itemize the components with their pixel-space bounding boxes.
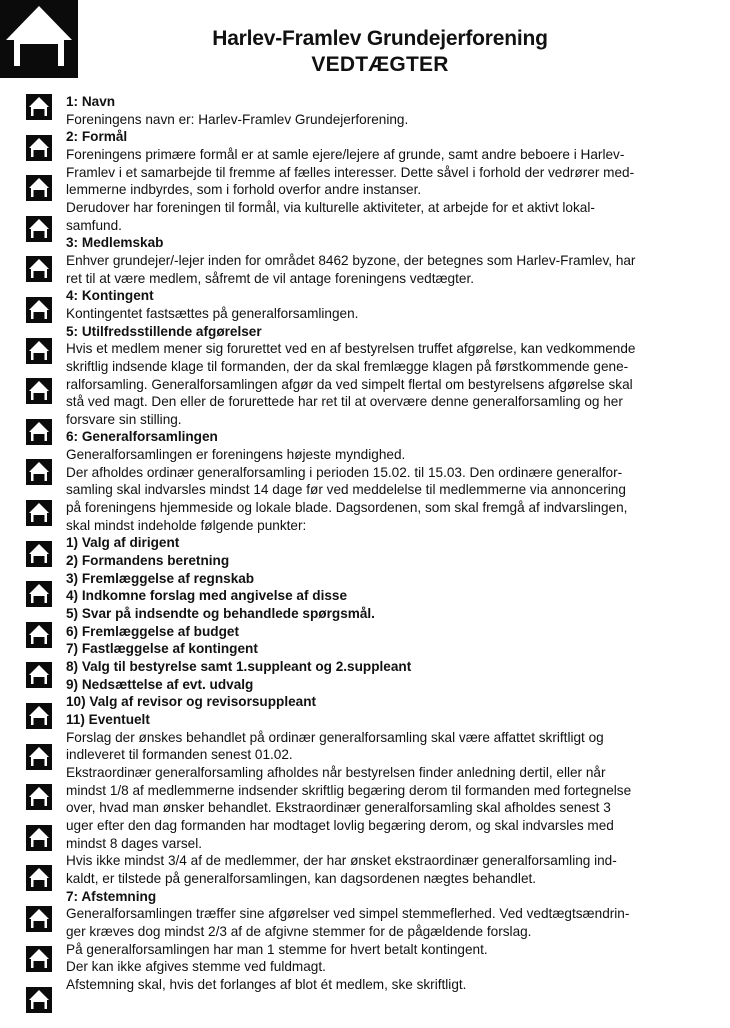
- document-header: [100, 26, 660, 78]
- house-icon: [26, 378, 52, 404]
- body-line: Ekstraordinær generalforsamling afholdes når bestyrelsen finder anledning dertil, eller når: [66, 764, 606, 780]
- body-line: Afstemning skal, hvis det forlanges af blot ét medlem, ske skriftligt.: [66, 976, 467, 992]
- body-line: over, hvad man ønsker behandlet. Ekstraordinær generalforsamling skal afholdes senest 3: [66, 800, 611, 816]
- section-heading: 4: Kontingent: [66, 288, 154, 304]
- body-line: Forslag der ønskes behandlet på ordinær generalforsamling skal være affattet skriftligt og: [66, 729, 604, 745]
- body-line: forsvare sin stilling.: [66, 411, 182, 427]
- house-icon: [26, 500, 52, 526]
- body-line: skriftlig indsende klage til formanden, der da skal fremlægge klagen på førstkommende gene-: [66, 358, 629, 374]
- house-icon: [26, 622, 52, 648]
- house-icon: [26, 744, 52, 770]
- body-line: Der afholdes ordinær generalforsamling i perioden 15.02. til 15.03. Den ordinære generalfor-: [66, 464, 623, 480]
- body-line: kaldt, er tilstede på generalforsamlingen, kan dagsordenen nægtes behandlet.: [66, 870, 537, 886]
- section-heading: 6) Fremlæggelse af budget: [66, 623, 239, 639]
- document-subtitle: VEDTÆGTER: [311, 53, 449, 76]
- section-heading: 7) Fastlæggelse af kontingent: [66, 641, 258, 657]
- body-line: mindst 1/8 af medlemmerne indsender skriftlig begæring derom til formanden med fortegnelse: [66, 782, 632, 798]
- body-line: mindst 8 dages varsel.: [66, 835, 203, 851]
- body-line: Hvis et medlem mener sig forurettet ved en af bestyrelsen truffet afgørelse, kan vedkommende: [66, 341, 636, 357]
- house-icon: [26, 419, 52, 445]
- house-icon: [26, 135, 52, 161]
- body-line: lemmerne indbyrdes, som i forhold overfor andre instanser.: [66, 182, 422, 198]
- section-heading: 7: Afstemning: [66, 888, 157, 904]
- house-icon: [26, 94, 52, 120]
- section-heading: 5: Utilfredsstillende afgørelser: [66, 323, 262, 339]
- document-title: Harlev-Framlev Grundejerforening: [212, 27, 548, 50]
- body-line: ret til at være medlem, såfremt de vil antage foreningens vedtægter.: [66, 270, 475, 286]
- body-line: skal mindst indeholde følgende punkter:: [66, 517, 307, 533]
- body-line: Foreningens primære formål er at samle ejere/lejere af grunde, samt andre beboere i Harlev-: [66, 146, 625, 162]
- body-line: Foreningens navn er: Harlev-Framlev Grundejerforening.: [66, 111, 409, 127]
- section-heading: 5) Svar på indsendte og behandlede spørgsmål.: [66, 606, 375, 622]
- body-line: Hvis ikke mindst 3/4 af de medlemmer, der har ønsket ekstraordinær generalforsamling ind-: [66, 853, 617, 869]
- body-line: samfund.: [66, 217, 122, 233]
- section-heading: 3: Medlemskab: [66, 235, 164, 251]
- house-icon: [26, 946, 52, 972]
- house-icon: [26, 703, 52, 729]
- section-heading: 10) Valg af revisor og revisorsuppleant: [66, 694, 317, 710]
- house-icon: [26, 906, 52, 932]
- body-line: Framlev i et samarbejde til fremme af fælles interesser. Dette såvel i forhold der vedrører med-: [66, 164, 635, 180]
- section-heading: 1) Valg af dirigent: [66, 535, 180, 551]
- house-icon: [26, 662, 52, 688]
- body-line: indleveret til formanden senest 01.02.: [66, 747, 293, 763]
- house-icon: [26, 541, 52, 567]
- section-heading: 3) Fremlæggelse af regnskab: [66, 570, 255, 586]
- body-line: Generalforsamlingen er foreningens højeste myndighed.: [66, 447, 406, 463]
- statutes-body: [66, 93, 698, 993]
- section-heading: 8) Valg til bestyrelse samt 1.suppleant og 2.suppleant: [66, 659, 412, 674]
- body-line: ger kræves dog mindst 2/3 af de afgivne stemmer for de pågældende forslag.: [66, 923, 532, 939]
- body-line: Der kan ikke afgives stemme ved fuldmagt.: [66, 959, 326, 975]
- body-line: På generalforsamlingen har man 1 stemme for hvert betalt kontingent.: [66, 941, 488, 957]
- body-line: samling skal indvarsles mindst 14 dage før ved meddelelse til medlemmerne via annoncering: [66, 482, 626, 498]
- body-line: Generalforsamlingen træffer sine afgørelser ved simpel stemmeflerhed. Ved vedtægtsændrin-: [66, 906, 630, 922]
- house-icon: [26, 865, 52, 891]
- margin-icons: [26, 94, 52, 1028]
- house-logo-icon: [0, 0, 78, 78]
- house-icon: [26, 297, 52, 323]
- house-icon: [26, 338, 52, 364]
- body-line: Enhver grundejer/-lejer inden for området 8462 byzone, der betegnes som Harlev-Framlev, har: [66, 252, 636, 268]
- house-icon: [26, 825, 52, 851]
- section-heading: 2: Formål: [66, 129, 128, 145]
- house-icon: [26, 459, 52, 485]
- body-line: Derudover har foreningen til formål, via kulturelle aktiviteter, at arbejde for et aktivt lokal-: [66, 199, 595, 215]
- body-line: Kontingentet fastsættes på generalforsamlingen.: [66, 305, 359, 321]
- body-line: uger efter den dag formanden har modtaget lovlig begæring derom, og skal indvarsles med: [66, 817, 614, 833]
- body-line: stå ved magt. Den eller de forurettede har ret til at overvære denne generalforsamling og her: [66, 394, 623, 410]
- house-icon: [26, 987, 52, 1013]
- house-icon: [26, 256, 52, 282]
- section-heading: 2) Formandens beretning: [66, 553, 230, 569]
- section-heading: 4) Indkomne forslag med angivelse af disse: [66, 588, 348, 604]
- house-icon: [26, 784, 52, 810]
- section-heading: 9) Nedsættelse af evt. udvalg: [66, 676, 254, 692]
- house-icon: [26, 581, 52, 607]
- section-heading: 1: Navn: [66, 94, 116, 109]
- section-heading: 6: Generalforsamlingen: [66, 429, 218, 445]
- house-icon: [26, 175, 52, 201]
- body-line: ralforsamling. Generalforsamlingen afgør da ved simpelt flertal om bestyrelsens afgørelse skal: [66, 376, 633, 392]
- body-line: på foreningens hjemmeside og lokale blade. Dagsordenen, som skal fremgå af indvarslingen,: [66, 500, 628, 516]
- section-heading: 11) Eventuelt: [66, 711, 150, 727]
- house-icon: [26, 216, 52, 242]
